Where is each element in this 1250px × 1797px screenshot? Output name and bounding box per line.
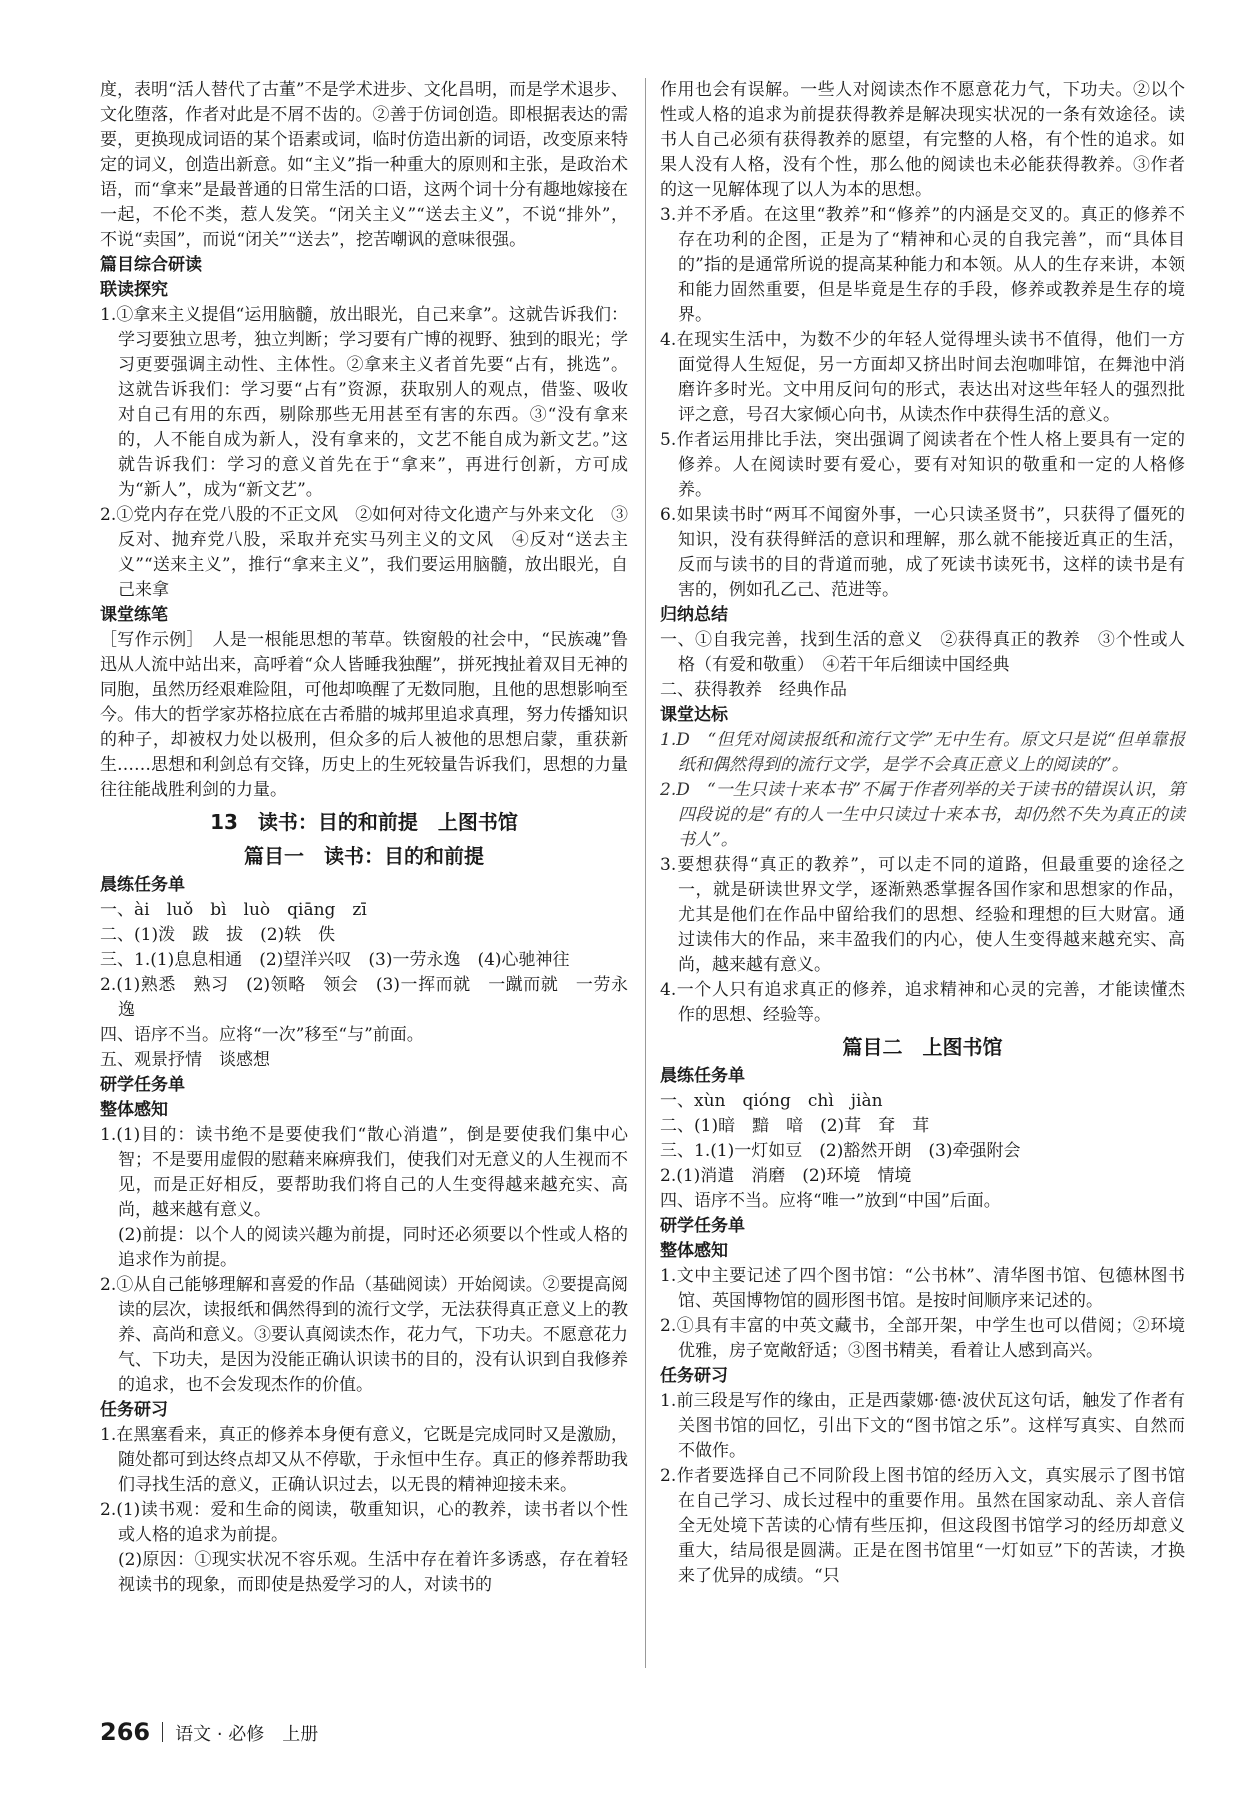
section-heading-overall: 整体感知	[660, 1241, 728, 1261]
task-item: 1.在黑塞看来，真正的修养本身便有意义，它既是完成同时又是激励，随处都可到达终点却又从不停歇，于永恒中生存。真正的修养帮助我们寻找生活的意义，正确认识过去，以无畏的精神迎接未来。	[100, 1425, 628, 1495]
part2-title: 篇目二 上图书馆	[842, 1035, 1003, 1059]
part1-title: 篇目一 读书：目的和前提	[244, 844, 484, 868]
morning-item: 五、观景抒情 谈感想	[100, 1050, 270, 1070]
morning-item: 一、xùn qióng chì jiàn	[660, 1091, 883, 1111]
morning-item: 二、(1)泼 跋 拔 (2)轶 佚	[100, 925, 336, 945]
page-number: 266	[100, 1718, 151, 1746]
section-heading-research: 研学任务单	[100, 1075, 185, 1095]
morning-item: 二、(1)暗 黯 喑 (2)茸 耷 茸	[660, 1116, 930, 1136]
explore-item-1: 1.①拿来主义提倡“运用脑髓，放出眼光，自己来拿”。这就告诉我们：学习要独立思考，独立判断；学习要有广博的视野、独到的眼光；学习更要强调主动性、主体性。②拿来主义者首先要“占有，挑选”。这就告诉我们：学习要“占有”资源，获取别人的观点，借鉴、吸收对自己有用的东西，剔除那些无用甚至有害的东西。③“没有拿来的，人不能自成为新人，没有拿来的，文艺不能自成为新文艺。”这就告诉我们：学习的意义首先在于“拿来”，再进行创新，方可成为“新人”，成为“新文艺”。	[100, 305, 628, 500]
goal-item: 3.要想获得“真正的教养”，可以走不同的道路，但最重要的途径之一，就是研读世界文学，逐渐熟悉掌握各国作家和思想家的作品，尤其是他们在作品中留给我们的思想、经验和理想的巨大财富。通过读伟大的作品，来丰盈我们的内心，使人生变得越来越充实、高尚，越来越有意义。	[660, 855, 1185, 975]
goal-item: 4.一个人只有追求真正的修养，追求精神和心灵的完善，才能读懂杰作的思想、经验等。	[660, 980, 1185, 1025]
book-title: 语文 · 必修 上册	[175, 1724, 319, 1745]
section-heading-explore: 联读探究	[100, 280, 168, 300]
morning-item: 2.(1)消遣 消磨 (2)环境 情境	[660, 1166, 912, 1186]
overall-item: 1.文中主要记述了四个图书馆：“公书林”、清华图书馆、包德林图书馆、英国博物馆的圆形图书馆。是按时间顺序来记述的。	[660, 1266, 1185, 1311]
answer-item: 3.并不矛盾。在这里“教养”和“修养”的内涵是交叉的。真正的修养不存在功利的企图，正是为了“精神和心灵的自我完善”，而“具体目的”指的是通常所说的提高某种能力和本领。从人的生存来讲，本领和能力固然重要，但是毕竟是生存的手段，修养或教养是生存的境界。	[660, 205, 1185, 325]
section-heading-morning: 晨练任务单	[660, 1066, 745, 1086]
lesson-title: 13 读书：目的和前提 上图书馆	[210, 810, 518, 834]
section-heading-summary: 归纳总结	[660, 605, 728, 625]
section-heading-review: 篇目综合研读	[100, 255, 202, 275]
morning-item: 四、语序不当。应将“唯一”放到“中国”后面。	[660, 1191, 1001, 1211]
task-item: 2.作者要选择自己不同阶段上图书馆的经历入文，真实展示了图书馆在自己学习、成长过程中的重要作用。虽然在国家动乱、亲人音信全无处境下苦读的心情有些压抑，但这段图书馆学习的经历却意义重大，结局很是圆满。正是在图书馆里“一灯如豆”下的苦读，才换来了优异的成绩。“只	[660, 1466, 1185, 1586]
task-item: (2)原因：①现实状况不容乐观。生活中存在着许多诱惑，存在着轻视读书的现象，而即使是热爱学习的人，对读书的	[118, 1550, 628, 1595]
answer-item: 4.在现实生活中，为数不少的年轻人觉得埋头读书不值得，他们一方面觉得人生短促，另一方面却又挤出时间去泡咖啡馆，在舞池中消磨许多时光。文中用反问句的形式，表达出对这些年轻人的强烈批评之意，号召大家倾心向书，从读杰作中获得生活的意义。	[660, 330, 1185, 425]
summary-item: 二、获得教养 经典作品	[660, 680, 847, 700]
page-footer	[100, 1720, 318, 1748]
morning-item: 四、语序不当。应将“一次”移至“与”前面。	[100, 1025, 424, 1045]
section-heading-practice: 课堂练笔	[100, 605, 168, 625]
overall-item: 1.(1)目的：读书绝不是要使我们“散心消遣”，倒是要使我们集中心智；不是要用虚假的慰藉来麻痹我们，使我们对无意义的人生视而不见，而是正好相反，要帮助我们将自己的人生变得越来越充实、高尚，越来越有意义。	[100, 1125, 628, 1220]
task-item: 1.前三段是写作的缘由，正是西蒙娜·德·波伏瓦这句话，触发了作者有关图书馆的回忆，引出下文的“图书馆之乐”。这样写真实、自然而不做作。	[660, 1391, 1185, 1461]
right-column	[660, 78, 1185, 1589]
section-heading-task: 任务研习	[100, 1400, 168, 1420]
goal-item: 1.D “但凭对阅读报纸和流行文学”无中生有。原文只是说“但单靠报纸和偶然得到的流行文学，是学不会真正意义上的阅读的”。	[660, 730, 1185, 775]
section-heading-goal: 课堂达标	[660, 705, 728, 725]
morning-item: 三、1.(1)息息相通 (2)望洋兴叹 (3)一劳永逸 (4)心驰神往	[100, 950, 570, 970]
footer-separator	[162, 1722, 163, 1742]
answer-item: 6.如果读书时“两耳不闻窗外事，一心只读圣贤书”，只获得了僵死的知识，没有获得鲜活的意识和理解，那么就不能接近真正的生活，反而与读书的目的背道而驰，成了死读书读死书，这样的读书是有害的，例如孔乙己、范进等。	[660, 505, 1185, 600]
overall-item: (2)前提：以个人的阅读兴趣为前提，同时还必须要以个性或人格的追求作为前提。	[118, 1225, 628, 1270]
morning-item: 三、1.(1)一灯如豆 (2)豁然开朗 (3)牵强附会	[660, 1141, 1021, 1161]
task-item: 2.(1)读书观：爱和生命的阅读，敬重知识，心的教养，读书者以个性或人格的追求为前提。	[100, 1500, 628, 1545]
summary-item: 一、①自我完善，找到生活的意义 ②获得真正的教养 ③个性或人格（有爱和敬重） ④若干年后细读中国经典	[660, 630, 1185, 675]
overall-item: 2.①从自己能够理解和喜爱的作品（基础阅读）开始阅读。②要提高阅读的层次，读报纸和偶然得到的流行文学，无法获得真正意义上的教养、高尚和意义。③要认真阅读杰作，花力气，下功夫。不愿意花力气、下功夫，是因为没能正确认识读书的目的，没有认识到自我修养的追求，也不会发现杰作的价值。	[100, 1275, 628, 1395]
section-heading-research: 研学任务单	[660, 1216, 745, 1236]
continued-paragraph: 作用也会有误解。一些人对阅读杰作不愿意花力气，下功夫。②以个性或人格的追求为前提获得教养是解决现实状况的一条有效途径。读书人自己必须有获得教养的愿望，有完整的人格，有个性的追求。如果人没有人格，没有个性，那么他的阅读也未必能获得教养。③作者的这一见解体现了以人为本的思想。	[660, 80, 1185, 200]
left-column	[100, 78, 628, 1598]
morning-item: 一、ài luǒ bì luò qiāng zī	[100, 900, 367, 920]
practice-paragraph: ［写作示例］ 人是一根能思想的苇草。铁窗般的社会中，“民族魂”鲁迅从人流中站出来，高呼着“众人皆睡我独醒”，拼死拽扯着双目无神的同胞，虽然历经艰难险阻，可他却唤醒了无数同胞，且他的思想影响至今。伟大的哲学家苏格拉底在古希腊的城邦里追求真理，努力传播知识的种子，却被权力处以极刑，但众多的后人被他的思想启蒙，重获新生……思想和利剑总有交锋，历史上的生死较量告诉我们，思想的力量往往能战胜利剑的力量。	[100, 630, 628, 800]
section-heading-task: 任务研习	[660, 1366, 728, 1386]
section-heading-overall: 整体感知	[100, 1100, 168, 1120]
intro-paragraph: 度，表明“活人替代了古董”不是学术进步、文化昌明，而是学术退步、文化堕落，作者对此是不屑不齿的。②善于仿词创造。即根据表达的需要，更换现成词语的某个语素或词，临时仿造出新的词语，改变原来特定的词义，创造出新意。如“主义”指一种重大的原则和主张，是政治术语，而“拿来”是最普通的日常生活的口语，这两个词十分有趣地嫁接在一起，不伦不类，惹人发笑。“闭关主义”“送去主义”，不说“排外”，不说“卖国”，而说“闭关”“送去”，挖苦嘲讽的意味很强。	[100, 80, 628, 250]
overall-item: 2.①具有丰富的中英文藏书，全部开架，中学生也可以借阅；②环境优雅，房子宽敞舒适；③图书精美，看着让人感到高兴。	[660, 1316, 1185, 1361]
goal-item: 2.D “一生只读十来本书”不属于作者列举的关于读书的错误认识，第四段说的是“有的人一生中只读过十来本书，却仍然不失为真正的读书人”。	[660, 780, 1185, 850]
column-divider	[645, 78, 646, 1668]
section-heading-morning: 晨练任务单	[100, 875, 185, 895]
morning-item: 2.(1)熟悉 熟习 (2)领略 领会 (3)一挥而就 一蹴而就 一劳永逸	[100, 975, 628, 1020]
answer-item: 5.作者运用排比手法，突出强调了阅读者在个性人格上要具有一定的修养。人在阅读时要有爱心，要有对知识的敬重和一定的人格修养。	[660, 430, 1185, 500]
explore-item-2: 2.①党内存在党八股的不正文风 ②如何对待文化遗产与外来文化 ③反对、抛弃党八股，采取并充实马列主义的文风 ④反对“送去主义”“送来主义”，推行“拿来主义”，我们要运用脑髓，放出眼光，自己来拿	[100, 505, 628, 600]
